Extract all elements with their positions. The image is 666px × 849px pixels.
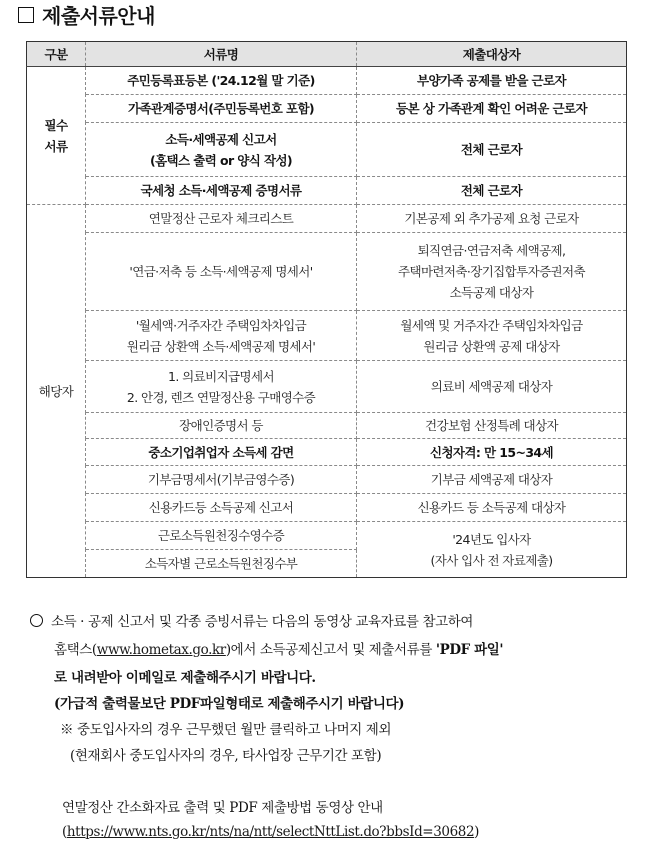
target-cell: 전체 근로자 bbox=[357, 123, 627, 177]
target-cell: 기본공제 외 추가공제 요청 근로자 bbox=[357, 205, 627, 233]
nts-video-link[interactable]: https://www.nts.go.kr/nts/na/ntt/selectNttList.do?bbsId=30682 bbox=[66, 824, 475, 840]
target-cell: 등본 상 가족관계 확인 어려운 근로자 bbox=[357, 95, 627, 123]
table-row bbox=[27, 233, 627, 311]
table-row bbox=[27, 177, 627, 205]
circle-bullet-icon bbox=[30, 614, 43, 627]
table-row bbox=[27, 413, 627, 439]
target-cell: 의료비 세액공제 대상자 bbox=[357, 361, 627, 413]
note-line-4: (가급적 출력물보단 PDF파일형태로 제출해주시기 바랍니다) bbox=[54, 696, 405, 712]
header-target: 제출대상자 bbox=[357, 42, 627, 67]
page-title bbox=[18, 0, 155, 29]
table-row bbox=[27, 205, 627, 233]
doc-cell: 장애인증명서 등 bbox=[86, 413, 357, 439]
doc-cell: '연금·저축 등 소득·세액공제 명세서' bbox=[86, 233, 357, 311]
page-title-text: 제출서류안내 bbox=[42, 4, 155, 28]
table-row bbox=[27, 123, 627, 177]
note-line-6: (현재회사 중도입사자의 경우, 타사업장 근무기간 포함) bbox=[70, 748, 382, 764]
doc-cell: 중소기업취업자 소득세 감면 bbox=[86, 439, 357, 466]
note-line-3: 로 내려받아 이메일로 제출해주시기 바랍니다. bbox=[54, 670, 316, 686]
doc-cell: '월세액·거주자간 주택임차차입금 원리금 상환액 소득·세액공제 명세서' bbox=[86, 311, 357, 361]
table-header-row bbox=[27, 42, 627, 67]
target-cell: 신용카드 등 소득공제 대상자 bbox=[357, 494, 627, 522]
note-line-2: 홈택스(www.hometax.go.kr)에서 소득공제신고서 및 제출서류를 'PDF 파일' bbox=[54, 642, 504, 658]
target-cell: 기부금 세액공제 대상자 bbox=[357, 466, 627, 494]
applicable-category: 해당자 bbox=[27, 205, 86, 578]
doc-cell: 국세청 소득·세액공제 증명서류 bbox=[86, 177, 357, 205]
doc-cell: 신용카드등 소득공제 신고서 bbox=[86, 494, 357, 522]
header-document: 서류명 bbox=[86, 42, 357, 67]
table-row bbox=[27, 95, 627, 123]
table-row bbox=[27, 466, 627, 494]
table-row bbox=[27, 361, 627, 413]
note-line-5: ※ 중도입사자의 경우 근무했던 월만 클릭하고 나머지 제외 bbox=[60, 722, 392, 738]
doc-cell: 연말정산 근로자 체크리스트 bbox=[86, 205, 357, 233]
doc-cell: 기부금명세서(기부금영수증) bbox=[86, 466, 357, 494]
target-cell-merged: '24년도 입사자 (자사 입사 전 자료제출) bbox=[357, 522, 627, 578]
target-cell: 퇴직연금·연금저축 세액공제, 주택마련저축·장기집합투자증권저축 소득공제 대상자 bbox=[357, 233, 627, 311]
target-cell: 부양가족 공제를 받을 근로자 bbox=[357, 67, 627, 95]
doc-cell: 근로소득원천징수영수증 bbox=[86, 522, 357, 550]
documents-table bbox=[26, 41, 627, 578]
table-row bbox=[27, 311, 627, 361]
guide-link-line: (https://www.nts.go.kr/nts/na/ntt/selectNttList.do?bbsId=30682) bbox=[62, 824, 480, 840]
note-line-1: 소득 · 공제 신고서 및 각종 증빙서류는 다음의 동영상 교육자료를 참고하여 bbox=[30, 610, 473, 630]
doc-cell: 1. 의료비지급명세서 2. 안경, 렌즈 연말정산용 구매영수증 bbox=[86, 361, 357, 413]
table-row bbox=[27, 439, 627, 466]
table-row bbox=[27, 494, 627, 522]
target-cell: 월세액 및 거주자간 주택임차차입금 원리금 상환액 공제 대상자 bbox=[357, 311, 627, 361]
target-cell: 건강보험 산정특례 대상자 bbox=[357, 413, 627, 439]
table-row bbox=[27, 67, 627, 95]
target-cell: 신청자격: 만 15~34세 bbox=[357, 439, 627, 466]
required-category: 필수 서류 bbox=[27, 67, 86, 205]
checkbox-icon bbox=[18, 7, 34, 23]
guide-title: 연말정산 간소화자료 출력 및 PDF 제출방법 동영상 안내 bbox=[62, 800, 383, 816]
doc-cell: 가족관계증명서(주민등록번호 포함) bbox=[86, 95, 357, 123]
hometax-link[interactable]: www.hometax.go.kr bbox=[96, 642, 226, 658]
table-row bbox=[27, 522, 627, 550]
doc-cell: 소득·세액공제 신고서 (홈택스 출력 or 양식 작성) bbox=[86, 123, 357, 177]
doc-cell: 주민등록표등본 ('24.12월 말 기준) bbox=[86, 67, 357, 95]
target-cell: 전체 근로자 bbox=[357, 177, 627, 205]
header-category: 구분 bbox=[27, 42, 86, 67]
doc-cell: 소득자별 근로소득원천징수부 bbox=[86, 550, 357, 578]
